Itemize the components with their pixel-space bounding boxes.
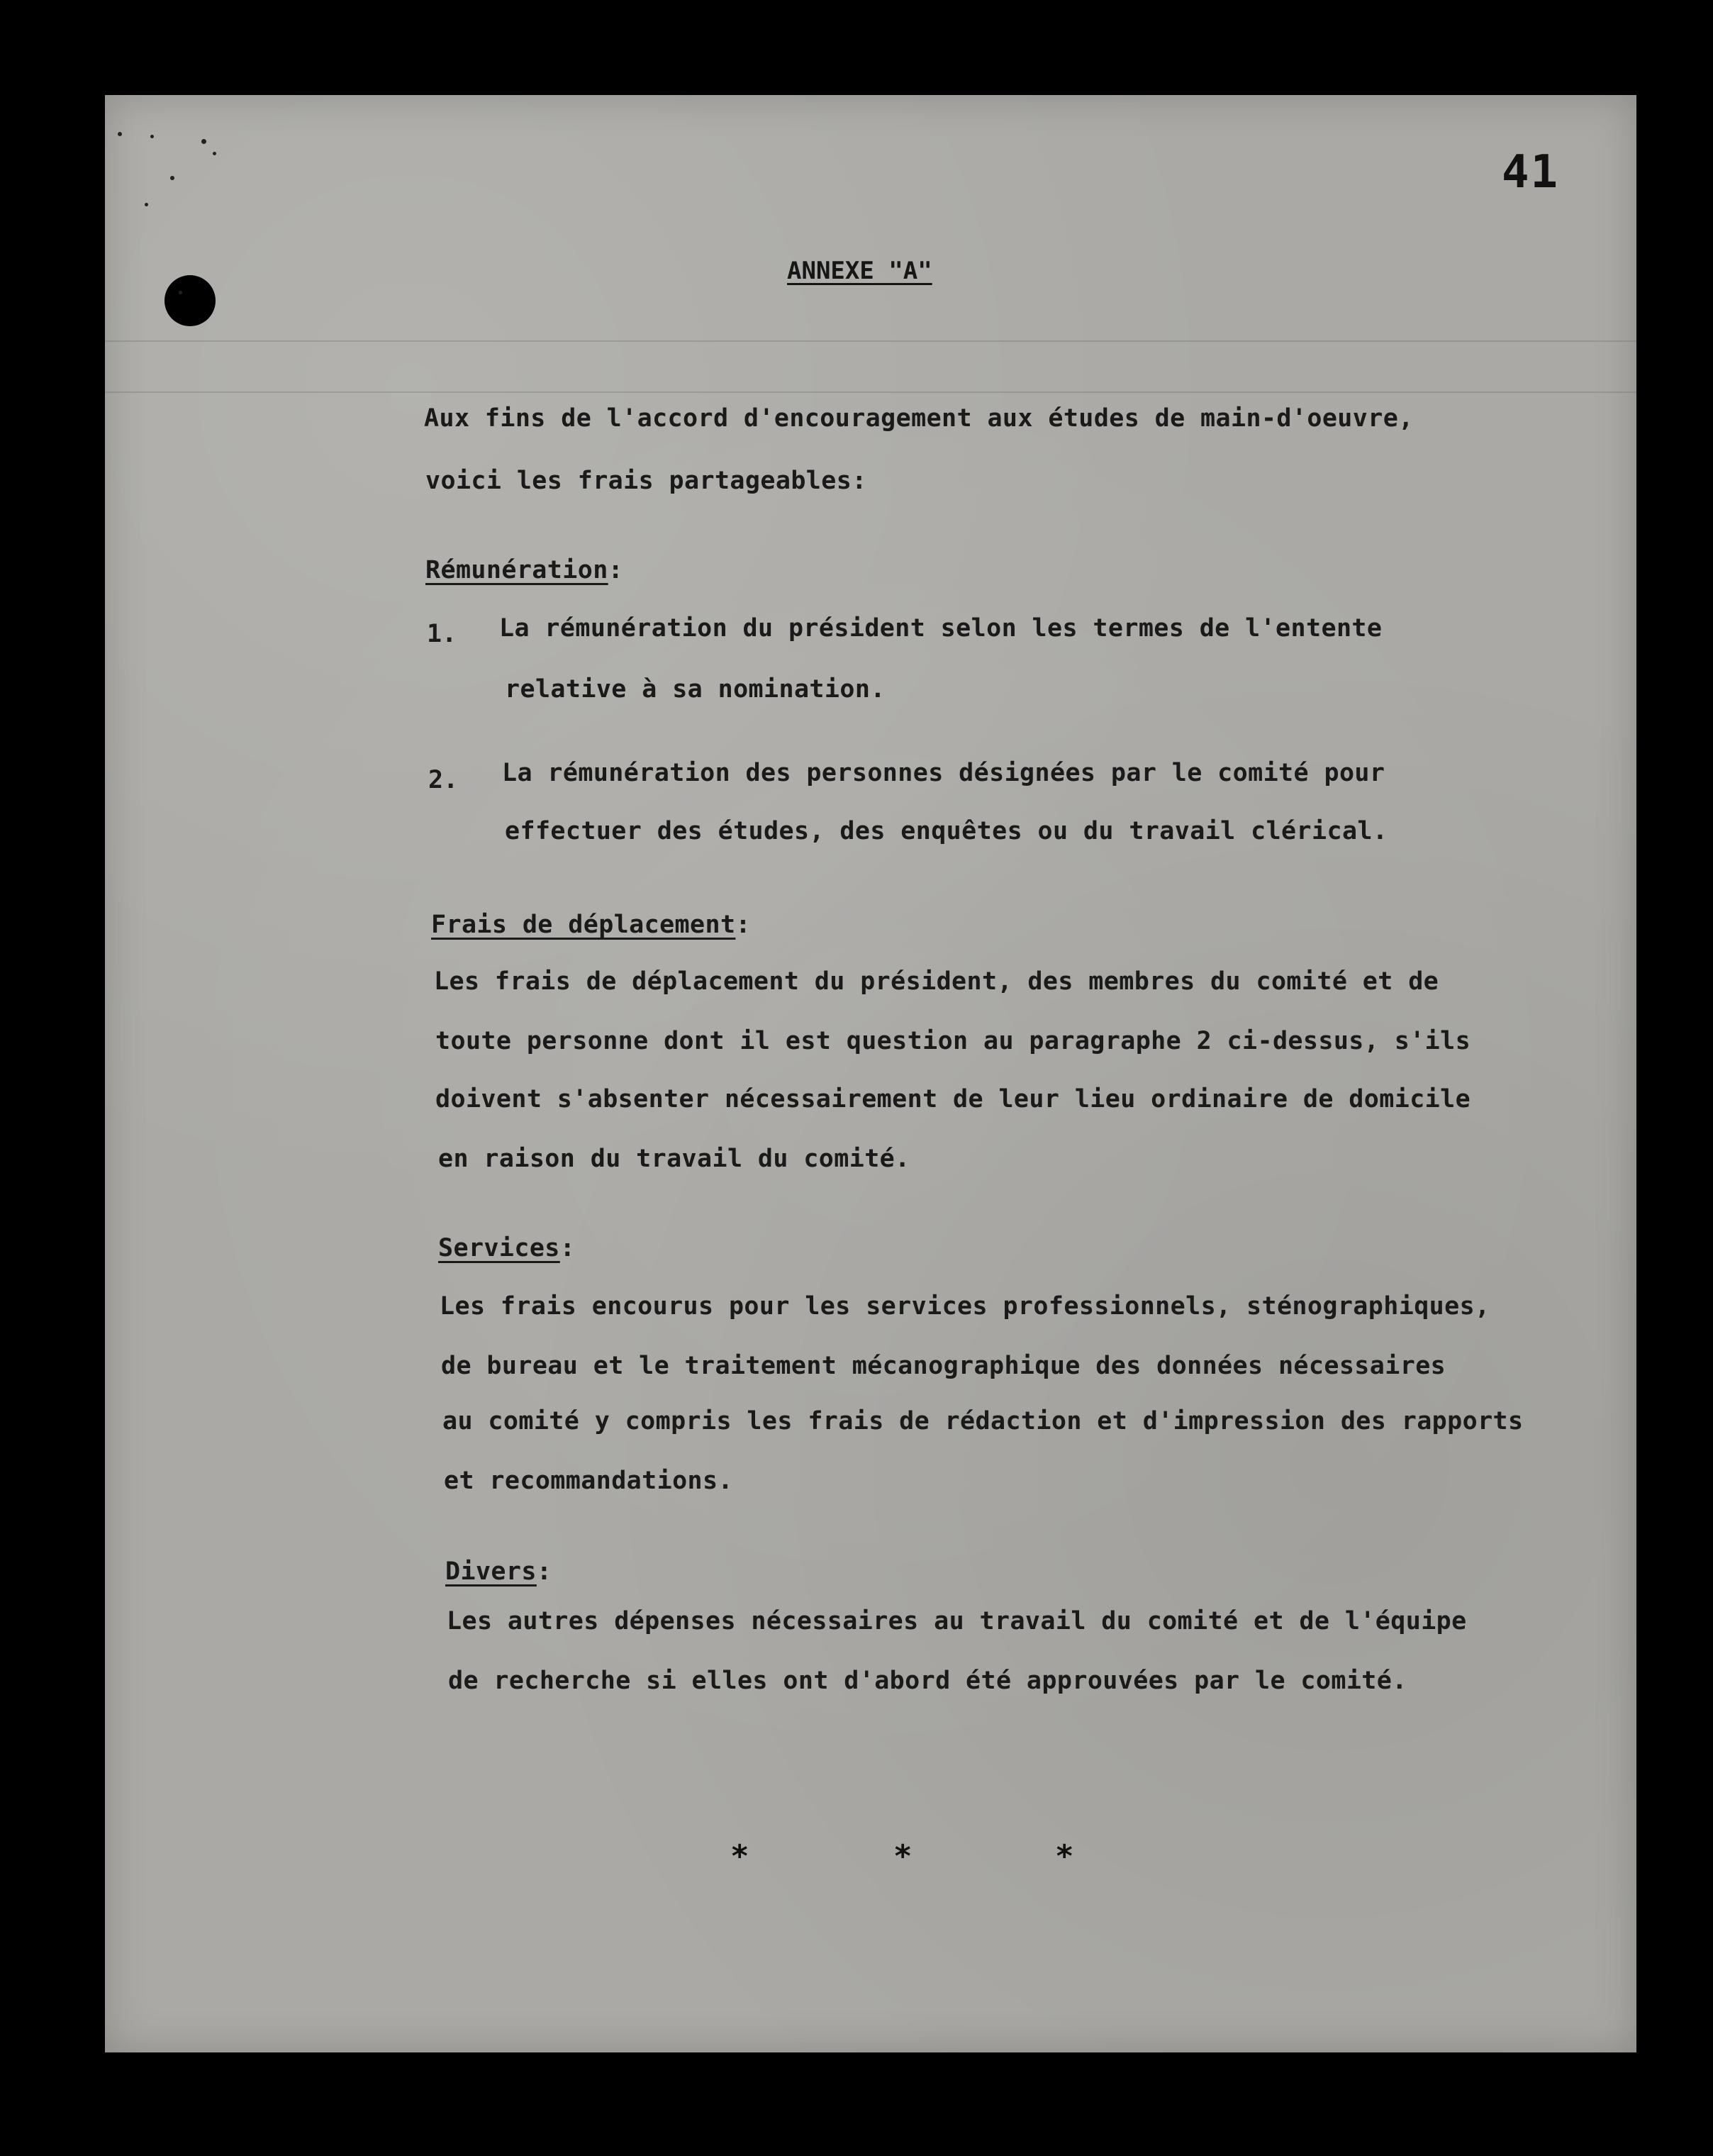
heading-colon: : <box>536 1557 552 1586</box>
paragraph-line: et recommandations. <box>444 1467 733 1495</box>
heading-text: Frais de déplacement <box>431 911 736 939</box>
heading-colon: : <box>559 1234 576 1262</box>
paragraph-line: Les autres dépenses nécessaires au travail du comité et de l'équipe <box>447 1607 1467 1635</box>
heading-text: Services <box>438 1234 560 1262</box>
paragraph-line: de bureau et le traitement mécanographique des données nécessaires <box>441 1352 1446 1380</box>
list-item-line: effectuer des études, des enquêtes ou du travail clérical. <box>505 817 1388 845</box>
dust-speck <box>145 203 148 206</box>
document-page <box>105 95 1636 2052</box>
section-heading-remuneration <box>425 556 623 584</box>
fold-line <box>105 391 1636 393</box>
list-item-number: 1. <box>427 620 457 648</box>
intro-line: Aux fins de l'accord d'encouragement aux études de main-d'oeuvre, <box>424 404 1414 433</box>
heading-colon: : <box>735 911 751 939</box>
heading-text: Divers <box>445 1557 537 1586</box>
paragraph-line: au comité y compris les frais de rédaction et d'impression des rapports <box>442 1407 1524 1435</box>
asterisk-ornament: * <box>730 1838 749 1874</box>
paragraph-line: en raison du travail du comité. <box>438 1145 910 1173</box>
paragraph-line: toute personne dont il est question au paragraphe 2 ci-dessus, s'ils <box>435 1027 1471 1055</box>
dust-speck <box>150 135 154 138</box>
heading-text: Rémunération <box>425 556 608 584</box>
list-item-number: 2. <box>428 766 459 794</box>
paragraph-line: Les frais de déplacement du président, des membres du comité et de <box>434 967 1439 996</box>
paragraph-line: Les frais encourus pour les services professionnels, sténographiques, <box>440 1292 1490 1321</box>
dust-speck <box>170 176 174 180</box>
paragraph-line: de recherche si elles ont d'abord été approuvées par le comité. <box>448 1667 1407 1695</box>
section-heading-travel <box>431 911 751 939</box>
paragraph-line: doivent s'absenter nécessairement de leur lieu ordinaire de domicile <box>435 1085 1471 1113</box>
page-number: 41 <box>1502 146 1560 199</box>
asterisk-ornament: * <box>893 1838 913 1874</box>
section-heading-services <box>438 1234 575 1262</box>
punch-hole <box>164 275 216 326</box>
intro-line: voici les frais partageables: <box>425 467 867 495</box>
annex-title: ANNEXE "A" <box>787 257 932 285</box>
list-item-line: La rémunération des personnes désignées par le comité pour <box>502 759 1385 787</box>
dust-speck <box>179 291 182 294</box>
list-item-line: relative à sa nomination. <box>505 675 886 704</box>
dust-speck <box>118 132 122 136</box>
dust-speck <box>213 152 216 155</box>
dust-speck <box>201 139 206 144</box>
asterisk-ornament: * <box>1055 1838 1074 1874</box>
heading-colon: : <box>608 556 624 584</box>
fold-line <box>105 340 1636 342</box>
list-item-line: La rémunération du président selon les termes de l'entente <box>499 614 1383 643</box>
section-heading-misc <box>445 1557 552 1586</box>
